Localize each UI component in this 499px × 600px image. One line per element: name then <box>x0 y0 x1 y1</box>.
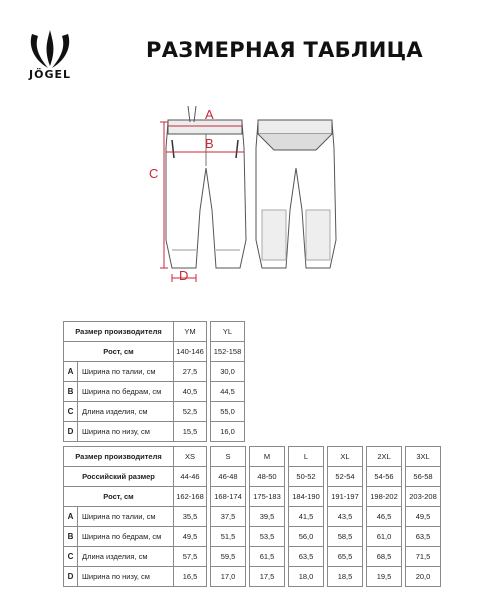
size-cell: YL <box>211 322 245 342</box>
size-cell: XL <box>328 447 363 467</box>
value-cell: 61,0 <box>367 527 402 547</box>
table-row <box>64 382 245 402</box>
value-cell: 16,5 <box>174 567 207 587</box>
value-cell: 20,0 <box>406 567 441 587</box>
table-row <box>64 527 441 547</box>
table-row <box>64 487 441 507</box>
size-table-kids <box>63 321 245 442</box>
height-cell: 198-202 <box>367 487 402 507</box>
row-letter: C <box>64 547 78 567</box>
row-label: Ширина по талии, см <box>78 507 174 527</box>
value-cell: 57,5 <box>174 547 207 567</box>
height-cell: 175-183 <box>250 487 285 507</box>
table-row <box>64 507 441 527</box>
size-cell: YM <box>174 322 207 342</box>
row-letter: D <box>64 567 78 587</box>
table-row <box>64 547 441 567</box>
value-cell: 15,5 <box>174 422 207 442</box>
height-cell: 140-146 <box>174 342 207 362</box>
value-cell: 19,5 <box>367 567 402 587</box>
pants-back-view <box>256 120 336 268</box>
jogel-emblem-icon <box>20 28 80 70</box>
row-letter: A <box>64 362 78 382</box>
header-label: Размер производителя <box>64 447 174 467</box>
value-cell: 71,5 <box>406 547 441 567</box>
value-cell: 17,5 <box>250 567 285 587</box>
pants-diagram <box>150 100 360 290</box>
value-cell: 61,5 <box>250 547 285 567</box>
pants-front-view <box>166 106 246 268</box>
height-label: Рост, см <box>64 342 174 362</box>
table-row <box>64 362 245 382</box>
size-cell: M <box>250 447 285 467</box>
size-cell: 3XL <box>406 447 441 467</box>
table-row <box>64 447 441 467</box>
ru-size-cell: 44-46 <box>174 467 207 487</box>
row-letter: D <box>64 422 78 442</box>
height-cell: 168-174 <box>211 487 246 507</box>
row-label: Ширина по бедрам, см <box>78 382 174 402</box>
value-cell: 30,0 <box>211 362 245 382</box>
row-letter: B <box>64 382 78 402</box>
ru-size-cell: 46-48 <box>211 467 246 487</box>
value-cell: 49,5 <box>406 507 441 527</box>
measurement-label-a: A <box>205 107 214 122</box>
value-cell: 68,5 <box>367 547 402 567</box>
row-letter: A <box>64 507 78 527</box>
row-label: Ширина по талии, см <box>78 362 174 382</box>
value-cell: 55,0 <box>211 402 245 422</box>
table-row <box>64 422 245 442</box>
height-cell: 191-197 <box>328 487 363 507</box>
value-cell: 37,5 <box>211 507 246 527</box>
value-cell: 46,5 <box>367 507 402 527</box>
size-cell: 2XL <box>367 447 402 467</box>
size-cell: L <box>289 447 324 467</box>
ru-size-cell: 48-50 <box>250 467 285 487</box>
value-cell: 27,5 <box>174 362 207 382</box>
height-cell: 152-158 <box>211 342 245 362</box>
brand-logo-text: JÖGEL <box>29 68 71 81</box>
table-row <box>64 402 245 422</box>
height-cell: 184-190 <box>289 487 324 507</box>
size-cell: S <box>211 447 246 467</box>
row-letter: C <box>64 402 78 422</box>
header-label: Размер производителя <box>64 322 174 342</box>
value-cell: 35,5 <box>174 507 207 527</box>
table-row <box>64 342 245 362</box>
measurement-label-c: C <box>149 166 159 181</box>
value-cell: 49,5 <box>174 527 207 547</box>
row-label: Ширина по бедрам, см <box>78 527 174 547</box>
value-cell: 18,0 <box>289 567 324 587</box>
value-cell: 56,0 <box>289 527 324 547</box>
row-letter: B <box>64 527 78 547</box>
row-label: Длина изделия, см <box>78 547 174 567</box>
value-cell: 16,0 <box>211 422 245 442</box>
ru-size-label: Российский размер <box>64 467 174 487</box>
page-title: РАЗМЕРНАЯ ТАБЛИЦА <box>146 38 423 62</box>
value-cell: 39,5 <box>250 507 285 527</box>
size-table-adult <box>63 446 441 587</box>
value-cell: 52,5 <box>174 402 207 422</box>
row-label: Длина изделия, см <box>78 402 174 422</box>
value-cell: 18,5 <box>328 567 363 587</box>
value-cell: 41,5 <box>289 507 324 527</box>
ru-size-cell: 52-54 <box>328 467 363 487</box>
value-cell: 63,5 <box>289 547 324 567</box>
value-cell: 59,5 <box>211 547 246 567</box>
value-cell: 63,5 <box>406 527 441 547</box>
table-row <box>64 567 441 587</box>
ru-size-cell: 54-56 <box>367 467 402 487</box>
table-row <box>64 322 245 342</box>
height-cell: 162-168 <box>174 487 207 507</box>
table-row <box>64 467 441 487</box>
ru-size-cell: 50-52 <box>289 467 324 487</box>
measurement-label-d: D <box>179 268 189 283</box>
value-cell: 40,5 <box>174 382 207 402</box>
value-cell: 51,5 <box>211 527 246 547</box>
measurement-label-b: B <box>205 136 214 151</box>
height-cell: 203-208 <box>406 487 441 507</box>
row-label: Ширина по низу, см <box>78 567 174 587</box>
row-label: Ширина по низу, см <box>78 422 174 442</box>
height-label: Рост, см <box>64 487 174 507</box>
ru-size-cell: 56-58 <box>406 467 441 487</box>
pants-illustration <box>150 100 360 290</box>
value-cell: 65,5 <box>328 547 363 567</box>
value-cell: 44,5 <box>211 382 245 402</box>
value-cell: 53,5 <box>250 527 285 547</box>
value-cell: 43,5 <box>328 507 363 527</box>
size-cell: XS <box>174 447 207 467</box>
value-cell: 58,5 <box>328 527 363 547</box>
value-cell: 17,0 <box>211 567 246 587</box>
